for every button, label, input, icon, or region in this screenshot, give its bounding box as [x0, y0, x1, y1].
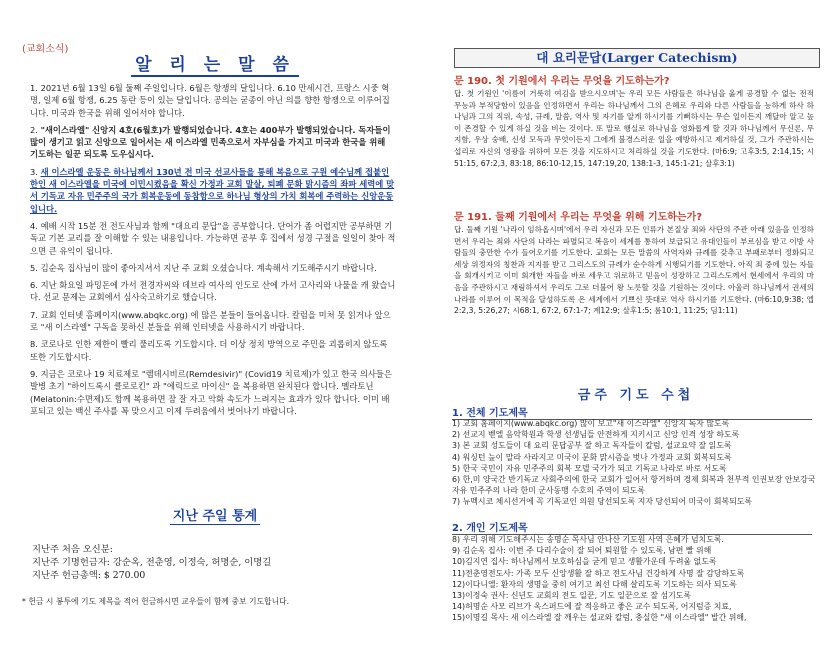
list-item: 4) 워싱턴 늪이 말라 사라지고 미국이 문화 맑시즘을 벗나 가정과 교회 회복되도록: [452, 452, 732, 462]
list-item: 5) 한국 국민이 자유 민주주의 회복 모델 국가가 되고 기독교 나라로 바로 서도록: [452, 463, 727, 473]
answer-190: 답. 첫 기원인 '이름이 거룩히 여김을 받으시오며'는 우리 모든 사람들은 하나님을 옳게 공경할 수 없는 전적 무능과 부적당함이 있음을 인정하면서 우리는 하나님께서 그의 은혜로 우리와 다른 사람들을 능하게 하사 하나님과 그의 직위, 속성, 규례, 말씀, 역사 및 자기를 알게 하시기를 기뻐하시는 무슨 일이든지 깨달아 알고 높이 존경할 수 있게 하실 것을 비는 것이다. 또 말로 행실로 하나님을 영화롭게 할 것과 하나님께서 무신론, 무지함, 우상 숭배, 신성 모독과 무엇이든지 그에게 불경스러운 일을 예방하시고 제거하실 것, 그가 주관하시는 섭리로 자신의 영광을 위하여 모든 것을 지도하시고 처리하실 것을 기도한다. (마6:9; 고후3:5, 2:14,15; 시51:15, 67:2,3, 83:18, 86:10-12,15, 147:19,20, 138:1-3, 145:1-21; 살후3:1): [454, 89, 814, 168]
list-item: 3) 본 교회 성도들이 대 요리 문답공부 잘 하고 독자들이 칼럼, 설교요약 잘 읽도록: [452, 441, 732, 451]
list-item: 7. 교회 인터넷 홈페이지(www.abqkc.org) 에 많은 분들이 들어옵니다. 칼럼을 미처 못 읽거나 앞으로 "새 이스라엘" 구독을 못하신 분들을 위해 인터넷을 사용하시기 바랍니다.: [30, 309, 391, 333]
prayer-list-general: [452, 418, 816, 508]
prayer-list-personal: [452, 534, 816, 624]
list-item: 6) 한,미 양국간 반기독교 사회주의에 한국 교회가 일어서 항거하며 경제 회복과 천부적 인권보장 안보강국 자유 민주주의 나라 한미 군사동맹 수호의 주역이 되도록: [452, 475, 816, 496]
list-item: 11)전춘영전도사: 가족 모두 신앙생활 잘 하고 전도사님 건강하게 사명 잘 감당하도록: [452, 568, 745, 578]
list-item: 8) 우리 위해 기도해주시는 송명순 목사님 안나산 기도원 사역 은혜가 넘치도록.: [452, 535, 724, 544]
list-item: 7) 뉴멕시코 체시선거에 꼭 기독교인 의원 당선되도록 지자 당선되어 미국이 회복되도록: [452, 497, 752, 507]
offering-note: * 헌금 시 봉투에 기도 제목을 적어 헌금하시면 교우들이 함께 중보 기도합니다.: [22, 597, 290, 606]
answer-191: 답. 둘째 기원 '나라이 임하옵시며'에서 우리 자신과 모든 인류가 본질상 죄와 사단의 주관 아래 있음을 인정하면서 우리는 죄와 사단의 나라는 파멸되고 복음이 세계를 통하여 보급되고 유대인들이 부르심을 받고 이방 사람들의 충만한 수가 들어오기를 기도한다. 교회는 모든 말씀의 사역자와 규례를 갖추고 부패로부터 정화되고 세상 위정자의 칭찬과 지지를 받고 그리스도의 규례가 순수하게 시행되기를 기도한다. 아직 죄 중에 있는 자들을 회개시키고 이미 회개한 자들을 바로 세우고 위로하고 믿음이 성장하고 그리스도께서 현세에서 우리의 마음을 주관하시고 재림하셔서 우리도 그로 더불어 왕 노릇할 것을 기원하는 것이다. 아울러 하나님께서 권세의 나라를 이루어 이 목적을 달성하도록 온 세계에서 기쁘신 뜻대로 역사 하시기를 기도한다. (마6:10,9:38; 엡2:2,3, 5:26,27; 시68:1, 67:2, 67:1-7; 계12:9; 살후1:5; 롬10:1, 11:25; 딤1:11): [454, 225, 814, 316]
list-item: 9. 지금은 코로나 19 치료제로 "렘데시비르(Remdesivir)" (Covid19 치료제)가 있고 한국 의사들은 발병 초기 "하이드록시 클로로킨" 과 "에릭드로 마이신" 을 복용하면 완치된다 합니다. 멜라토닌(Melatonin:수면제)도 함께 복용하면 잠 잘 자고 악화 속도가 느려지는 효과가 있다 합니다. 이미 배포되고 있는 백신 주사를 꼭 맞으시고 이제 두려움에서 벗어나기 바랍니다.: [30, 368, 392, 416]
question-191: 문 191. 둘째 기원에서 우리는 무엇을 위해 기도하는가?: [454, 212, 703, 223]
list-item: 13)이정숙 권사: 신년도 교회의 전도 일꾼, 기도 일꾼으로 잘 섬기도록: [452, 591, 692, 601]
announcements-list: [12, 82, 396, 422]
prayer-heading-personal: 2. 개인 기도제목: [452, 519, 812, 535]
list-item: 2) 선교지 벧엘 음악학원과 학생 선생님들 안전하게 지키시고 신앙 인격 성장 하도록: [452, 430, 740, 440]
list-item: 1. 2021년 6월 13일 6월 둘째 주일입니다. 6월은 항쟁의 달입니다. 6.10 만세시건, 프랑스 시중 혁명, 일제 6월 항쟁, 6.25 동란 등이 있는 달입니다. 공의는 굳종이 아닌 의를 향한 항쟁으로 이루어집니다. 미국과 한국을 위해 일어서야 합니다.: [30, 83, 390, 118]
list-item: 9) 김순옥 집사: 이번 주 다리수술이 잘 되어 퇴원할 수 있도록, 남편 빨 위해: [452, 546, 712, 556]
list-item: 4. 예배 시작 15분 전 전도사님과 함께 "대요리 문답"을 공부합니다. 단어가 좀 어렵지만 공부하면 기독교 기본 교리를 잘 이해할 수 있는 내용입니다. 가능하면 공부 후 집에서 성경 구절을 일일이 찾아 적으면 큰 유익이 됩니다.: [30, 220, 396, 256]
prayer-title: 금주 기도 수첩: [577, 388, 695, 403]
list-item: 5. 김순옥 집사님이 많이 좋아지셔서 지난 주 교회 오셨습니다. 계속해서 기도해주시기 바랍니다.: [30, 262, 377, 273]
church-news-tag: (교회소식): [22, 44, 69, 55]
stats-total: 지난주 헌금총액: $ 270.00: [32, 570, 146, 581]
list-item: 15)이명길 목사: 새 이스라엘 잘 깨우는 설교와 칼럼, 충실한 "새 이스라엘" 발간 위해,: [452, 613, 747, 623]
stats-donors: 지난주 기명헌금자: 강순옥, 전춘영, 이정숙, 허명순, 이명길: [32, 557, 272, 568]
catechism-title: 대 요리문답(Larger Catechism): [454, 48, 820, 68]
list-item: 3. 새 이스라엘 운동은 하나님께서 130년 전 미국 선교사들을 통해 복음으로 구원 예수님께 접붙인 한인 새 이스라엘을 미국에 이민시켰음을 확신 가정과 교회 말살, 퇴폐 문화 맑시즘의 좌파 세력에 맞서 기독교 자유 민주주의 국가 회복운동에 동참함으로 하나님 형상의 가치 회복에 주력하는 신앙운동입니다.: [30, 166, 395, 214]
prayer-heading-general: 1. 전체 기도제목: [452, 404, 812, 420]
stats-title: 지난 주일 통계: [0, 505, 430, 524]
list-item: 14)허명순 사모 리브가 옥스퍼드에 잘 적응하고 좋은 교수 되도록, 어지럼증 치료,: [452, 602, 732, 612]
list-item: 1) 교회 홈페이지(www.abqkc.org) 많이 보고"새 이스라엘" 신앙지 독자 많도록: [452, 419, 730, 428]
list-item: 2. "새이스라엘" 신앙지 4호(6월호)가 발행되었습니다. 4호는 400부가 발행되었습니다. 독자들이 많이 생기고 읽고 신앙으로 일어서는 새 이스라엘 민족으로서 자부심을 가지고 미국과 한국을 위해 기도하는 일꾼 되도록 도우십시다.: [30, 124, 391, 160]
list-item: 6. 지난 화요일 파밍돈에 가서 전경자씨와 데브라 여사의 인도로 산에 가서 고사리와 나물을 캐 왔습니다. 선교 문제는 교회에서 심사숙고하기로 했습니다.: [30, 280, 396, 303]
list-item: 10)김지연 집사: 하나님께서 보호하심을 굳게 믿고 생활가운데 두려움 없도록: [452, 557, 717, 567]
stats-newcomers: 지난주 처음 오신분:: [32, 544, 113, 555]
announcements-title: 알 리 는 말 씀: [0, 50, 430, 75]
right-column: [436, 0, 835, 645]
question-190: 문 190. 첫 기원에서 우리는 무엇을 기도하는가?: [454, 76, 670, 87]
list-item: 12)이다니엘: 환자의 생명을 중히 여기고 최선 다해 살리도록 기도하는 의사 되도록: [452, 579, 737, 589]
stats-block: [32, 543, 271, 582]
list-item: 8. 코로나로 인한 제한이 빨리 풀리도록 기도합시다. 더 이상 정치 방역으로 주민을 괴롭히지 않도록 또한 기도합시다.: [30, 339, 388, 362]
